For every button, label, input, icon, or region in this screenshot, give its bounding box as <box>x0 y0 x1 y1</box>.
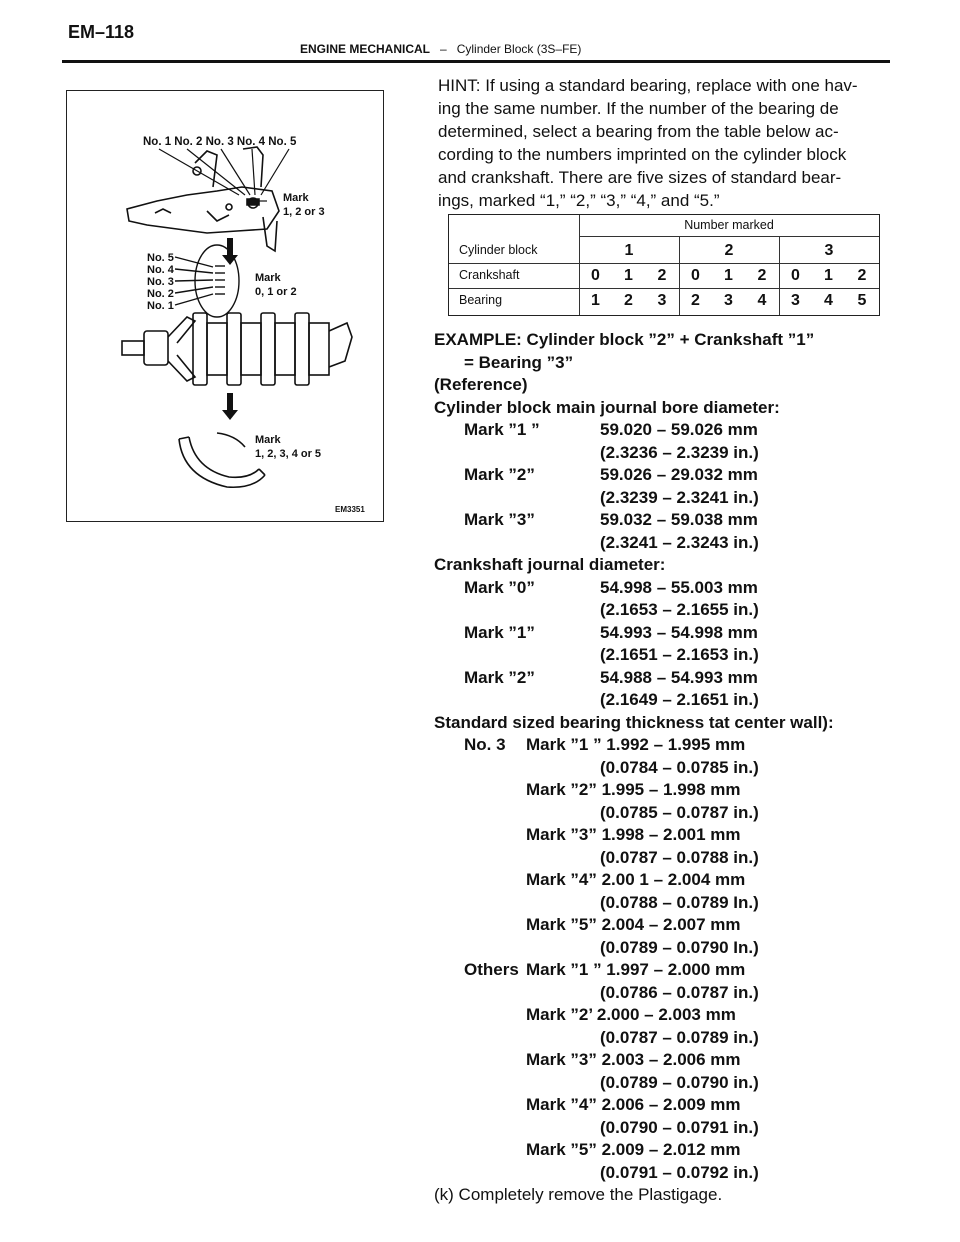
crank-mark-label: Mark <box>255 272 281 284</box>
crank-value: 1 <box>824 267 833 284</box>
bearing-selection-figure <box>66 90 384 522</box>
step-k: (k) Completely remove the Plastigage. <box>434 1185 723 1204</box>
row-label-crankshaft: Crankshaft <box>459 268 520 282</box>
spec-mark-value: Mark ”5” 2.004 – 2.007 mm <box>526 915 741 934</box>
spec-value-in: (2.1653 – 2.1655 in.) <box>600 600 759 619</box>
spec-value-in: (0.0790 – 0.0791 in.) <box>600 1117 759 1137</box>
subsection-title: Cylinder Block (3S–FE) <box>456 42 582 56</box>
spec-value-in: (0.0787 – 0.0789 in.) <box>600 1027 759 1047</box>
spec-mark-value: Mark ”1 ” 1.997 – 2.000 mm <box>526 960 746 979</box>
crank-value: 1 <box>724 267 733 284</box>
header-rule <box>62 60 890 63</box>
spec-heading: Cylinder block main journal bore diameter: <box>434 397 780 417</box>
spec-value-mm: 54.988 – 54.993 mm <box>600 667 758 687</box>
spec-mark-value: Mark ”2” 1.995 – 1.998 mm <box>526 780 741 799</box>
crank-value: 0 <box>691 267 700 284</box>
hint-line: ings, marked “1,” “2,” “3,” “4,” and “5.” <box>438 191 720 210</box>
spec-value-mm: 54.998 – 55.003 mm <box>600 577 758 597</box>
example-result: = Bearing ”3” <box>464 352 574 372</box>
crank-value: 0 <box>591 267 600 284</box>
crank-mark-values: 0, 1 or 2 <box>255 286 297 298</box>
section-title: ENGINE MECHANICAL <box>300 42 431 56</box>
bearing-value: 3 <box>657 292 667 309</box>
spec-mark: Mark ”3” <box>464 510 535 529</box>
table-rule <box>579 236 879 237</box>
hint-line: cording to the numbers imprinted on the cylinder block <box>438 145 847 164</box>
spec-value-in: (0.0786 – 0.0787 in.) <box>600 982 759 1002</box>
bearing-value: 3 <box>791 292 800 309</box>
spec-mark-value: Mark ”4” 2.00 1 – 2.004 mm <box>526 870 746 889</box>
header-separator: – <box>440 42 447 56</box>
spec-value-mm: 59.026 – 29.032 mm <box>600 465 758 484</box>
crank-number-2: No. 2 <box>147 288 174 300</box>
bearing-value: 4 <box>824 292 833 309</box>
hint-line: HINT: If using a standard bearing, replace with one hav- <box>438 76 858 95</box>
spec-mark: Mark ”1 ” <box>464 420 540 439</box>
bearing-selection-table <box>448 214 880 316</box>
row-label-bearing: Bearing <box>459 293 503 307</box>
bearing-value: 2 <box>624 292 633 309</box>
spec-heading: Crankshaft journal diameter: <box>434 555 666 574</box>
journal-label: No. 3 <box>464 735 506 754</box>
bearing-value: 4 <box>757 292 767 309</box>
bearing-value: 2 <box>691 292 700 309</box>
spec-mark-value: Mark ”5” 2.009 – 2.012 mm <box>526 1140 741 1159</box>
bearing-value: 5 <box>857 292 867 309</box>
crank-value: 0 <box>791 267 800 284</box>
crank-number-5: No. 5 <box>147 252 174 264</box>
spec-mark-value: Mark ”4” 2.006 – 2.009 mm <box>526 1095 741 1114</box>
crank-number-3: No. 3 <box>147 276 174 288</box>
journal-label: Others <box>464 960 519 979</box>
engine-illustration <box>67 91 383 521</box>
hint-line: determined, select a bearing from the table below ac- <box>438 122 839 141</box>
spec-value-in: (0.0789 – 0.0790 in.) <box>600 1072 759 1092</box>
spec-value-in: (2.3239 – 2.3241 in.) <box>600 487 759 507</box>
spec-mark: Mark ”2” <box>464 465 535 484</box>
hint-line: and crankshaft. There are five sizes of standard bear- <box>438 168 842 187</box>
spec-mark-value: Mark ”3” 2.003 – 2.006 mm <box>526 1050 741 1069</box>
spec-value-mm: 59.020 – 59.026 mm <box>600 420 758 439</box>
spec-value-in: (0.0784 – 0.0785 in.) <box>600 757 759 777</box>
hint-line: ing the same number. If the number of the bearing de <box>438 99 839 118</box>
spec-value-in: (2.1649 – 2.1651 in.) <box>600 690 759 709</box>
crank-value: 2 <box>857 267 867 284</box>
bearing-value: 3 <box>724 292 733 309</box>
crank-number-1: No. 1 <box>147 300 174 312</box>
block-value: 3 <box>824 242 834 259</box>
bearing-mark-label: Mark <box>255 434 281 446</box>
crank-value: 1 <box>624 267 633 284</box>
page-number: EM–118 <box>68 22 135 42</box>
spec-value-in: (0.0791 – 0.0792 in.) <box>600 1162 759 1182</box>
spec-value-mm: 54.993 – 54.998 mm <box>600 622 758 642</box>
spec-value-in: (0.0787 – 0.0788 in.) <box>600 847 759 867</box>
crank-value: 2 <box>657 267 667 284</box>
table-header: Number marked <box>684 218 774 232</box>
block-mark-values: 1, 2 or 3 <box>283 206 325 218</box>
running-header <box>300 42 581 56</box>
row-label-cylinder-block: Cylinder block <box>459 243 538 257</box>
crank-value: 2 <box>757 267 767 284</box>
spec-value-in: (2.1651 – 2.1653 in.) <box>600 645 759 664</box>
spec-value-in: (0.0789 – 0.0790 In.) <box>600 937 759 957</box>
crank-number-4: No. 4 <box>147 264 174 276</box>
spec-value-in: (0.0785 – 0.0787 in.) <box>600 802 759 822</box>
block-value: 2 <box>724 242 734 259</box>
spec-value-in: (2.3241 – 2.3243 in.) <box>600 532 759 552</box>
spec-value-in: (2.3236 – 2.3239 in.) <box>600 442 759 462</box>
reference-label: (Reference) <box>434 375 528 394</box>
spec-mark-value: Mark ”1 ” 1.992 – 1.995 mm <box>526 735 746 754</box>
spec-mark: Mark ”0” <box>464 577 535 597</box>
figure-code: EM3351 <box>335 505 365 514</box>
journal-number-labels: No. 1 No. 2 No. 3 No. 4 No. 5 <box>143 136 297 148</box>
spec-mark: Mark ”2” <box>464 667 535 687</box>
block-mark-label: Mark <box>283 192 309 204</box>
hint-paragraph <box>438 74 878 212</box>
spec-mark-value: Mark ”3” 1.998 – 2.001 mm <box>526 825 741 844</box>
spec-mark: Mark ”1” <box>464 622 535 642</box>
spec-value-in: (0.0788 – 0.0789 In.) <box>600 892 759 912</box>
spec-value-mm: 59.032 – 59.038 mm <box>600 510 758 529</box>
example-line: EXAMPLE: Cylinder block ”2” + Crankshaft ”1” <box>434 330 815 349</box>
spec-mark-value: Mark ”2’ 2.000 – 2.003 mm <box>526 1005 736 1024</box>
bearing-value: 1 <box>591 292 600 309</box>
bearing-mark-values: 1, 2, 3, 4 or 5 <box>255 448 322 460</box>
spec-heading: Standard sized bearing thickness tat center wall): <box>434 712 834 732</box>
block-value: 1 <box>624 242 634 259</box>
